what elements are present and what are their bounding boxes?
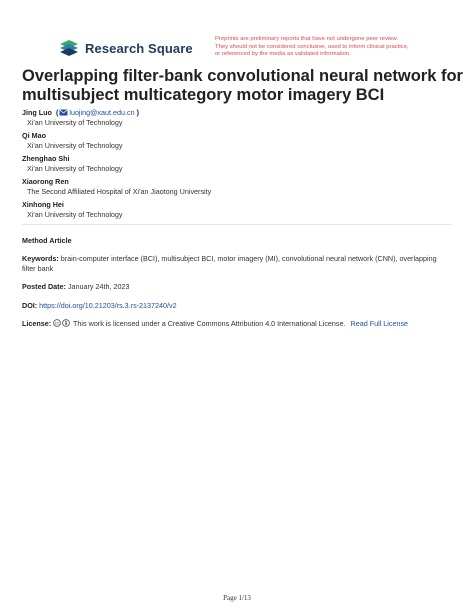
author-entry	[22, 131, 452, 151]
disclaimer-line: Preprints are preliminary reports that have not undergone peer review.	[215, 36, 399, 42]
author-entry	[22, 154, 452, 174]
author-name: Xinhong Hei	[22, 200, 64, 209]
article-type-label: Method Article	[22, 236, 72, 245]
read-full-license-link[interactable]: Read Full License	[350, 319, 409, 328]
author-name: Zhenghao Shi	[22, 154, 70, 163]
keywords	[22, 254, 452, 273]
license-label: License:	[22, 319, 52, 328]
creative-commons-icon	[53, 319, 71, 327]
author-affiliation: Xi'an University of Technology	[27, 210, 123, 219]
research-square-logo-icon	[58, 38, 80, 58]
page-number: Page 1/13	[223, 594, 251, 602]
license-text: This work is licensed under a Creative Commons Attribution 4.0 International License.	[73, 319, 346, 328]
email-close-paren: )	[134, 108, 139, 117]
author-email-link[interactable]: luojing@xaut.edu.cn	[69, 108, 135, 117]
posted-date-label: Posted Date:	[22, 282, 66, 291]
paper-title	[22, 67, 463, 104]
author-affiliation: Xi'an University of Technology	[27, 118, 123, 127]
svg-text:cc: cc	[54, 320, 60, 326]
author-affiliation: Xi'an University of Technology	[27, 164, 123, 173]
disclaimer-line: or referenced by the media as validated information.	[215, 51, 351, 58]
author-affiliation: Xi'an University of Technology	[27, 141, 123, 150]
header	[0, 0, 474, 62]
title-line: Overlapping filter-bank convolutional neural network for	[22, 67, 463, 85]
email-open-paren: (	[53, 108, 59, 117]
posted-date-value: January 24th, 2023	[67, 282, 130, 291]
disclaimer-line: They should not be considered conclusive, used to inform clinical practice,	[215, 43, 409, 50]
title-line: multisubject multicategory motor imagery BCI	[22, 85, 385, 104]
author-affiliation: The Second Affiliated Hospital of Xi'an Jiaotong University	[27, 187, 212, 196]
email-icon	[59, 109, 68, 116]
preprint-disclaimer	[215, 36, 455, 59]
author-entry	[22, 108, 452, 128]
keywords-value: brain-computer interface (BCI), multisubject BCI, motor imagery (MI), convolutional neural network (CNN), overlapping filter bank	[22, 254, 437, 273]
author-entry	[22, 177, 452, 197]
author-name: Jing Luo	[22, 108, 52, 117]
research-square-logo[interactable]	[58, 38, 193, 58]
divider	[22, 224, 452, 225]
logo-text: Research Square	[85, 40, 193, 56]
doi	[22, 301, 452, 311]
posted-date	[22, 282, 452, 292]
doi-label: DOI:	[22, 301, 38, 310]
author-entry	[22, 200, 452, 220]
author-list	[22, 108, 452, 223]
author-name: Xiaorong Ren	[22, 177, 69, 186]
article-type	[22, 236, 452, 246]
keywords-label: Keywords:	[22, 254, 59, 263]
license	[22, 319, 452, 329]
doi-link[interactable]: https://doi.org/10.21203/rs.3.rs-2137240/v2	[39, 301, 177, 310]
author-name: Qi Mao	[22, 131, 46, 140]
